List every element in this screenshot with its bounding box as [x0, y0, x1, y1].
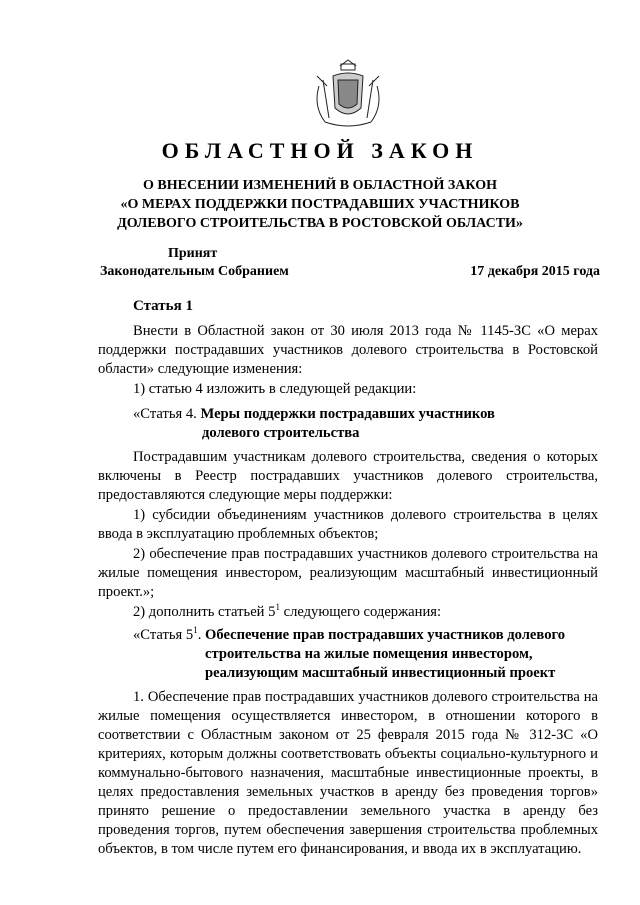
article-5-1-title-line-2: строительства на жилые помещения инвестором,: [205, 646, 533, 662]
document-title: ОБЛАСТНОЙ ЗАКОН: [161, 138, 479, 163]
paragraph-rights: 2) обеспечение прав пострадавших участников долевого строительства на жилые помещения инвестором, реализующим масштабный инвестиционный проект.»;: [98, 546, 598, 600]
paragraph-intro: Внести в Областной закон от 30 июля 2013 года № 1145-ЗС «О мерах поддержки пострадавших участников долевого строительства в Ростовской области» следующие изменения:: [98, 323, 598, 377]
item-2-sup: 1: [275, 602, 280, 613]
adopted-label: Принят: [168, 246, 218, 261]
subtitle-line-3: ДОЛЕВОГО СТРОИТЕЛЬСТВА В РОСТОВСКОЙ ОБЛАСТИ»: [117, 216, 523, 231]
coat-of-arms-emblem: [305, 56, 391, 132]
article-1-heading: Статья 1: [133, 298, 193, 314]
item-2-text-a: 2) дополнить статьей 5: [133, 604, 276, 620]
item-2-text-b: следующего содержания:: [279, 604, 442, 620]
article-5-1-dot: .: [197, 627, 202, 643]
article-4-title-line-2: долевого строительства: [202, 425, 360, 441]
article-4-title: [98, 405, 598, 424]
subtitle-line-2: «О МЕРАХ ПОДДЕРЖКИ ПОСТРАДАВШИХ УЧАСТНИКОВ: [120, 197, 520, 212]
adopted-by: Законодательным Собранием: [100, 264, 289, 279]
paragraph-measures: Пострадавшим участникам долевого строительства, сведения о которых включены в Реестр пострадавших участников долевого строительства, предоставляются следующие меры поддержки:: [98, 449, 598, 503]
paragraph-subsidies: 1) субсидии объединениям участников долевого строительства в целях ввода в эксплуатацию проблемных объектов;: [98, 507, 598, 542]
item-2: [98, 603, 598, 622]
article-5-1-title: [98, 626, 598, 645]
article-5-1-prefix: «Статья 5: [133, 627, 194, 643]
article-4-title-line-1: Меры поддержки пострадавших участников: [200, 406, 495, 422]
subtitle-line-1: О ВНЕСЕНИИ ИЗМЕНЕНИЙ В ОБЛАСТНОЙ ЗАКОН: [143, 178, 497, 193]
item-1: 1) статью 4 изложить в следующей редакции:: [133, 381, 417, 397]
article-5-1-title-line-1: Обеспечение прав пострадавших участников долевого: [205, 627, 566, 643]
adopted-line: [100, 264, 600, 280]
adopted-date: 17 декабря 2015 года: [470, 264, 600, 279]
paragraph-article-5-1-clause-1: 1. Обеспечение прав пострадавших участников долевого строительства на жилые помещения осуществляется инвестором, в отношении которого в соответствии с Областным законом от 25 февраля 2015 года № 312-ЗС «О критериях, которым должны соответствовать объекты социально-культурного и коммунально-бытового назначения, масштабные инвестиционные проекты, в целях предоставления земельных участков в аренду без проведения торгов» принято решение о предоставлении земельного участка в аренду без проведения торгов, путем обеспечения завершения строительства проблемных объектов, в том числе путем его финансирования, и ввода их в эксплуатацию.: [98, 689, 598, 857]
article-5-1-sup: 1: [193, 625, 198, 636]
article-5-1-title-line-3: реализующим масштабный инвестиционный проект: [205, 665, 556, 681]
article-4-prefix: «Статья 4.: [133, 406, 197, 422]
